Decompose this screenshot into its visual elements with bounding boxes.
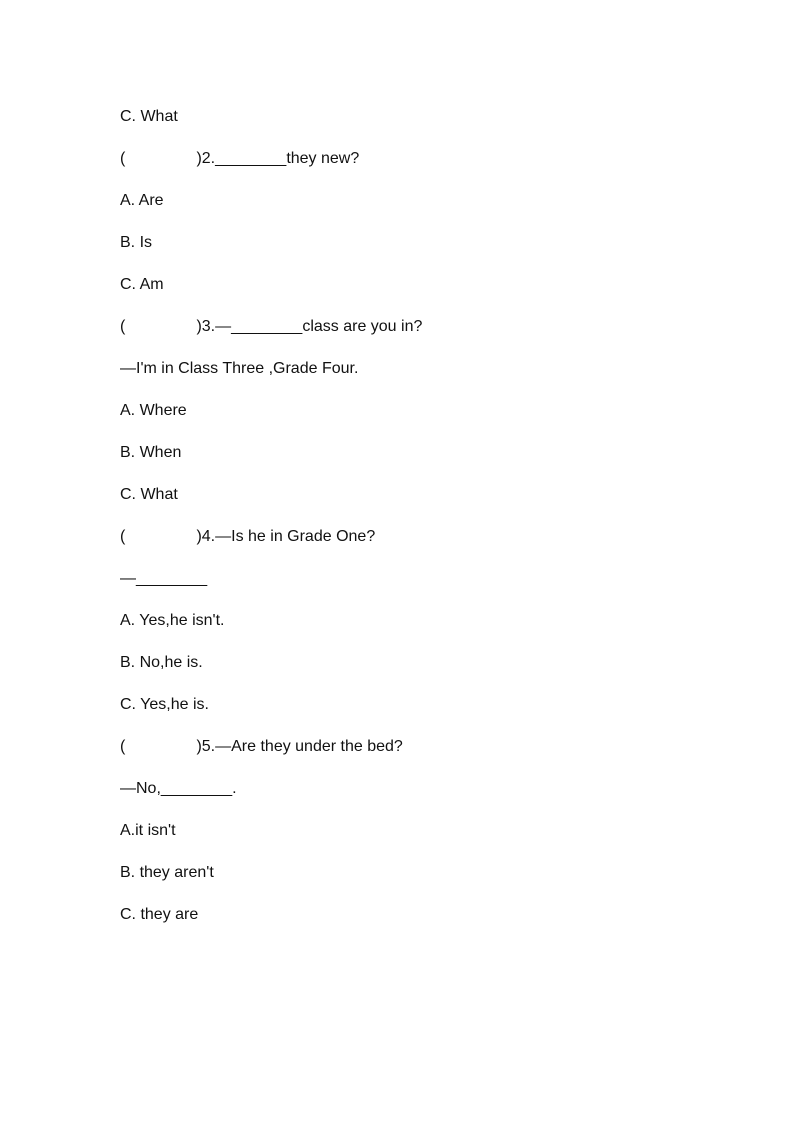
q3-option-c: C. What <box>120 486 178 503</box>
q4-option-b: B. No,he is. <box>120 654 203 671</box>
question-3: ( )3.—________class are you in? <box>120 318 423 335</box>
q5-response: —No,________. <box>120 780 237 797</box>
q4-option-a: A. Yes,he isn't. <box>120 612 225 629</box>
question-5: ( )5.—Are they under the bed? <box>120 738 403 755</box>
q4-response: —________ <box>120 570 208 587</box>
q1-option-c: C. What <box>120 108 178 125</box>
q2-option-a: A. Are <box>120 192 164 209</box>
exercise-content <box>120 107 680 947</box>
q3-option-b: B. When <box>120 444 182 461</box>
q3-option-a: A. Where <box>120 402 187 419</box>
question-4: ( )4.—Is he in Grade One? <box>120 528 376 545</box>
q3-response: —I'm in Class Three ,Grade Four. <box>120 360 359 377</box>
q5-option-c: C. they are <box>120 906 199 923</box>
q2-option-b: B. Is <box>120 234 153 251</box>
q5-option-a: A.it isn't <box>120 822 176 839</box>
q2-option-c: C. Am <box>120 276 164 293</box>
question-2: ( )2.________they new? <box>120 150 360 167</box>
q5-option-b: B. they aren't <box>120 864 214 881</box>
q4-option-c: C. Yes,he is. <box>120 696 209 713</box>
